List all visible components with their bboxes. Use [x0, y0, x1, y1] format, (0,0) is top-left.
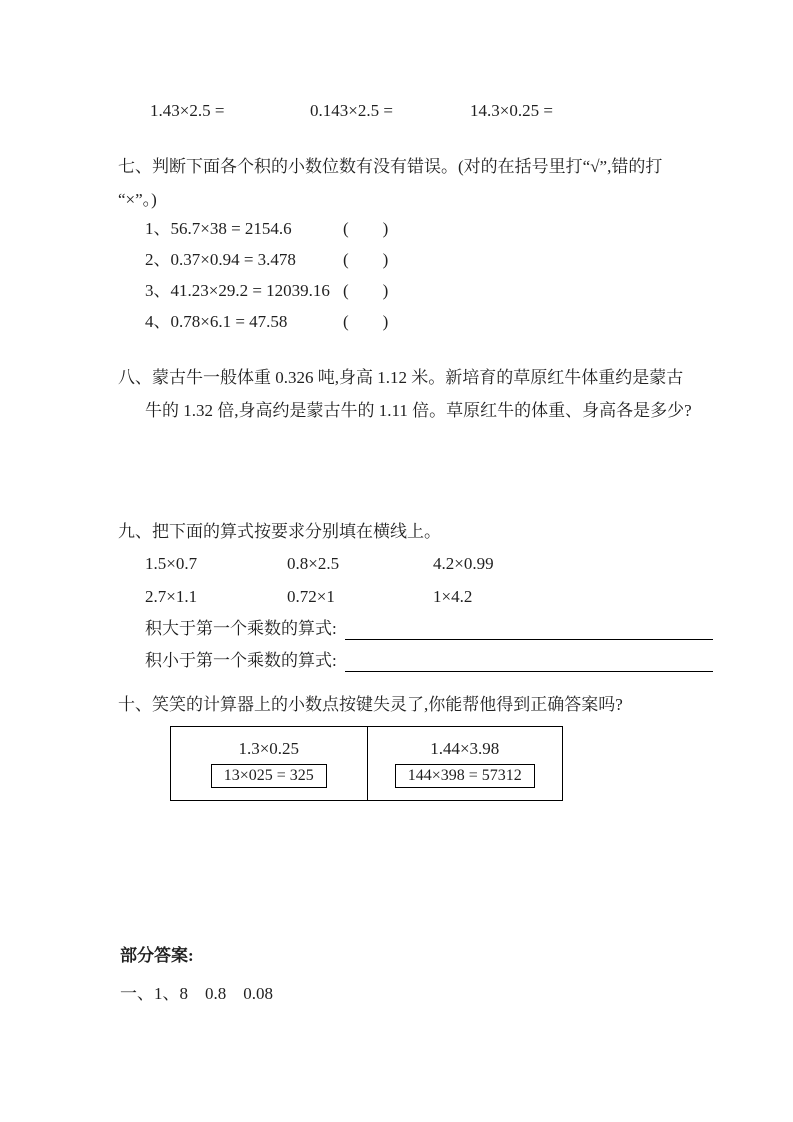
judge-answer-bracket: ( ) — [343, 281, 389, 300]
target-expression: 1.44×3.98 — [430, 739, 500, 758]
calculator-table — [170, 726, 563, 801]
judge-answer-bracket: ( ) — [343, 312, 389, 331]
expression: 1×4.2 — [433, 587, 473, 606]
blank-underline — [345, 621, 713, 640]
judge-answer-bracket: ( ) — [343, 219, 389, 238]
judge-item-4 — [145, 306, 388, 337]
judge-expression: 1、56.7×38 = 2154.6 — [145, 219, 292, 238]
calc-cell-right — [367, 727, 563, 800]
word-problem-line2: 牛的 1.32 倍,身高约是蒙古牛的 1.11 倍。草原红牛的体重、身高各是多少? — [145, 401, 692, 420]
section-ten-heading: 十、笑笑的计算器上的小数点按键失灵了,你能帮他得到正确答案吗? — [118, 695, 623, 714]
judge-answer-bracket: ( ) — [343, 250, 389, 269]
word-problem-line1: 八、蒙古牛一般体重 0.326 吨,身高 1.12 米。新培育的草原红牛体重约是蒙古 — [118, 368, 684, 387]
section-seven-items — [145, 213, 388, 337]
expression: 4.2×0.99 — [433, 554, 494, 573]
section-seven-heading-line2: “×”。) — [118, 190, 157, 209]
calculator-display: 13×025 = 325 — [211, 764, 327, 788]
judge-expression: 2、0.37×0.94 = 3.478 — [145, 250, 296, 269]
equation-3: 14.3×0.25 = — [470, 101, 553, 120]
section-seven-heading-line1: 七、判断下面各个积的小数位数有没有错误。(对的在括号里打“√”,错的打 — [118, 157, 663, 176]
judge-expression: 3、41.23×29.2 = 12039.16 — [145, 281, 330, 300]
equation-2: 0.143×2.5 = — [310, 101, 393, 120]
expression: 2.7×1.1 — [145, 587, 198, 606]
expression-grid-row-2 — [145, 586, 718, 608]
answers-title: 部分答案: — [120, 946, 194, 965]
expression: 1.5×0.7 — [145, 554, 198, 573]
calculator-display: 144×398 = 57312 — [395, 764, 535, 788]
judge-item-3 — [145, 275, 388, 306]
warmup-equations-row — [150, 101, 630, 121]
fill-label: 积大于第一个乘数的算式: — [145, 619, 337, 638]
fill-label: 积小于第一个乘数的算式: — [145, 651, 337, 670]
judge-item-2 — [145, 244, 388, 275]
judge-expression: 4、0.78×6.1 = 47.58 — [145, 312, 288, 331]
fill-row-product-smaller — [145, 650, 718, 672]
section-eight-word-problem — [118, 361, 718, 427]
expression: 0.72×1 — [287, 587, 335, 606]
section-ten — [118, 690, 738, 801]
section-nine-heading: 九、把下面的算式按要求分别填在横线上。 — [118, 522, 441, 541]
partial-answers — [120, 941, 273, 1004]
expression: 0.8×2.5 — [287, 554, 340, 573]
equation-1: 1.43×2.5 = — [150, 101, 225, 120]
blank-underline — [345, 653, 713, 672]
judge-item-1 — [145, 213, 388, 244]
section-seven-heading — [118, 150, 708, 216]
answers-line: 一、1、8 0.8 0.08 — [120, 984, 273, 1003]
calc-cell-left — [171, 727, 367, 800]
expression-grid-row-1 — [145, 553, 718, 575]
section-nine — [118, 517, 718, 672]
target-expression: 1.3×0.25 — [238, 739, 300, 758]
fill-row-product-greater — [145, 618, 718, 640]
